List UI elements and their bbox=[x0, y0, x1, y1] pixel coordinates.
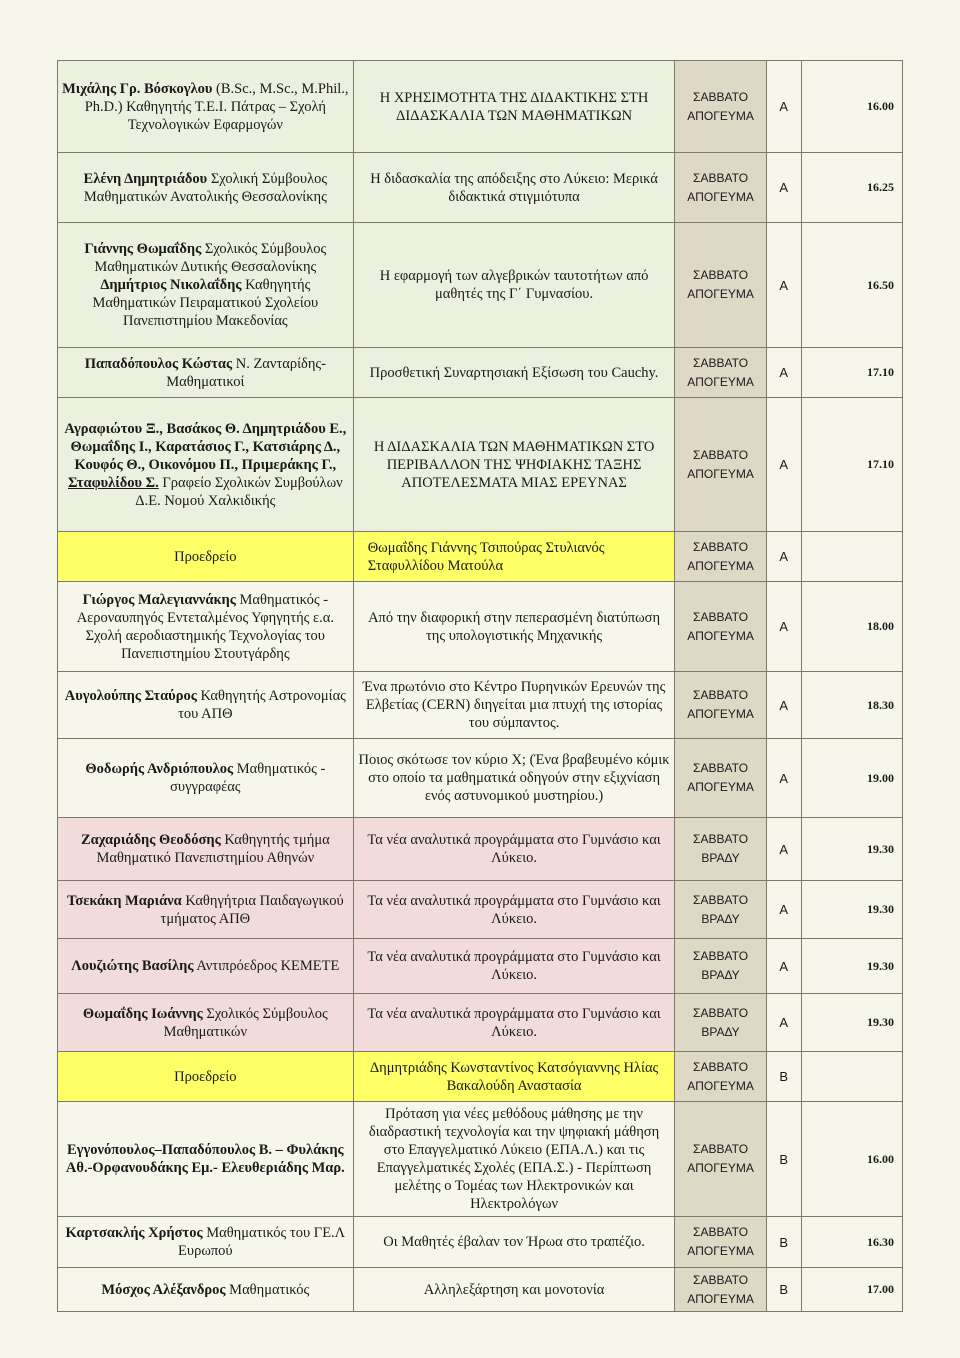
day-cell bbox=[675, 223, 766, 348]
period-label: ΑΠΟΓΕΥΜΑ bbox=[687, 374, 754, 389]
day-cell bbox=[675, 1268, 766, 1312]
talk-title: Η διδασκαλία της απόδειξης στο Λύκειο: Μερικά διδακτικά στιγμιότυπα bbox=[353, 153, 675, 223]
presenter-text: Τσεκάκη Μαριάνα bbox=[66, 892, 182, 909]
presenter-text: Γραφείο Σχολικών Συμβούλων Δ.Ε. Νομού Χαλκιδικής bbox=[135, 474, 343, 509]
presenter-text: Θοδωρής Ανδριόπουλος bbox=[85, 761, 234, 777]
period-label: ΑΠΟΓΕΥΜΑ bbox=[687, 287, 754, 301]
presenter-text: Ν. Ζανταρίδης- Μαθηματικοί bbox=[166, 355, 326, 390]
table-row bbox=[58, 582, 903, 672]
presenter-cell bbox=[58, 348, 354, 398]
presenter-cell bbox=[58, 994, 354, 1052]
table-row bbox=[58, 1268, 903, 1312]
day-cell bbox=[675, 61, 766, 153]
day-label: ΣΑΒΒΑΤΟ bbox=[693, 1059, 749, 1074]
presenter-cell bbox=[58, 739, 354, 818]
table-row bbox=[58, 223, 903, 348]
room-cell: Α bbox=[766, 939, 801, 994]
period-label: ΑΠΟΓΕΥΜΑ bbox=[687, 558, 754, 573]
talk-title: Τα νέα αναλυτικά προγράμματα στο Γυμνάσιο και Λύκειο. bbox=[353, 881, 675, 939]
time-cell: 19.30 bbox=[801, 939, 902, 994]
presenter-text: Καθηγητής Αστρονομίας του ΑΠΘ bbox=[178, 688, 346, 722]
time-cell: 16.50 bbox=[801, 223, 902, 348]
day-cell bbox=[675, 532, 766, 582]
talk-title: Τα νέα αναλυτικά προγράμματα στο Γυμνάσιο και Λύκειο. bbox=[353, 994, 675, 1052]
time-cell: 19.30 bbox=[801, 994, 902, 1052]
presenter-text: Σταφυλίδου Σ. bbox=[68, 474, 159, 491]
day-label: ΣΑΒΒΑΤΟ bbox=[693, 892, 749, 907]
room-cell: Α bbox=[766, 739, 801, 818]
talk-title: Οι Μαθητές έβαλαν τον Ήρωα στο τραπέζιο. bbox=[353, 1217, 675, 1268]
talk-title: Η εφαρμογή των αλγεβρικών ταυτοτήτων από μαθητές της Γ΄ Γυμνασίου. bbox=[353, 223, 675, 348]
period-label: ΒΡΑΔΥ bbox=[701, 851, 740, 865]
table-row bbox=[58, 153, 903, 223]
day-label: ΣΑΒΒΑΤΟ bbox=[693, 268, 749, 282]
day-cell bbox=[675, 1052, 766, 1102]
day-label: ΣΑΒΒΑΤΟ bbox=[693, 832, 749, 846]
presenter-text: Λουζιώτης Βασίλης bbox=[71, 958, 194, 974]
day-label: ΣΑΒΒΑΤΟ bbox=[693, 539, 749, 554]
talk-title: Αλληλεξάρτηση και μονοτονία bbox=[353, 1268, 675, 1312]
presenter-cell bbox=[58, 818, 354, 881]
presenter-text: Μαθηματικός του ΓΕ.Λ Ευρωπού bbox=[178, 1225, 346, 1259]
day-label: ΣΑΒΒΑΤΟ bbox=[693, 447, 749, 462]
presenter-text: Προεδρείο bbox=[174, 1068, 237, 1085]
time-cell: 18.30 bbox=[801, 672, 902, 739]
presenter-text: Καθηγητής Μαθηματικών Πειραματικού Σχολείου Πανεπιστημίου Μακεδονίας bbox=[92, 277, 319, 329]
presenter-text: Σχολικός Σύμβουλος Μαθηματικών bbox=[163, 1005, 328, 1040]
presenter-cell bbox=[58, 939, 354, 994]
presenter-text: Αυγολούπης Σταύρος bbox=[64, 688, 197, 704]
day-cell bbox=[675, 672, 766, 739]
period-label: ΑΠΟΓΕΥΜΑ bbox=[687, 1244, 754, 1258]
table-row bbox=[58, 532, 903, 582]
time-cell: 16.25 bbox=[801, 153, 902, 223]
presenter-text: Ελένη Δημητριάδου bbox=[83, 170, 208, 187]
day-label: ΣΑΒΒΑΤΟ bbox=[693, 949, 749, 963]
presenter-text: Σχολική Σύμβουλος Μαθηματικών Ανατολικής Θεσσαλονίκης bbox=[83, 170, 328, 205]
presenter-text: (B.Sc., M.Sc., M.Phil., Ph.D.) Καθηγητής Τ.Ε.Ι. Πάτρας – Σχολή Τεχνολογικών Εφαρμογών bbox=[84, 80, 349, 133]
table-row bbox=[58, 398, 903, 532]
day-cell bbox=[675, 881, 766, 939]
period-label: ΒΡΑΔΥ bbox=[701, 911, 740, 926]
presenter-text: Γιώργος Μαλεγιαννάκης bbox=[82, 591, 236, 608]
presenter-text: Μιχάλης Γρ. Βόσκογλου bbox=[62, 80, 213, 97]
presenter-text: Δημήτριος Νικολαΐδης bbox=[100, 277, 242, 293]
talk-title: Θωμαΐδης Γιάννης Τσιπούρας Στυλιανός Σταφυλλίδου Ματούλα bbox=[353, 532, 675, 582]
room-cell: Β bbox=[766, 1268, 801, 1312]
presenter-text: Μόσχος Αλέξανδρος bbox=[101, 1281, 226, 1298]
talk-title: Δημητριάδης Κωνσταντίνος Κατσόγιαννης Ηλίας Βακαλούδη Αναστασία bbox=[353, 1052, 675, 1102]
day-cell bbox=[675, 1102, 766, 1217]
presenter-cell bbox=[58, 582, 354, 672]
table-row bbox=[58, 672, 903, 739]
presenter-cell bbox=[58, 532, 354, 582]
table-row bbox=[58, 348, 903, 398]
presenter-text: Καθηγήτρια Παιδαγωγικού τμήματος ΑΠΘ bbox=[160, 892, 344, 927]
presenter-text: Εγγονόπουλος–Παπαδόπουλος Β. – Φυλάκης Αθ.-Ορφανουδάκης Εμ.- Ελευθεριάδης Μαρ. bbox=[65, 1142, 345, 1176]
day-label: ΣΑΒΒΑΤΟ bbox=[693, 1272, 749, 1287]
presenter-text: Καρτσακλής Χρήστος bbox=[65, 1225, 203, 1241]
presenter-text: Καθηγητής τμήμα Μαθηματικό Πανεπιστημίου Αθηνών bbox=[96, 832, 330, 866]
period-label: ΑΠΟΓΕΥΜΑ bbox=[687, 1078, 754, 1093]
talk-title: Τα νέα αναλυτικά προγράμματα στο Γυμνάσιο και Λύκειο. bbox=[353, 818, 675, 881]
talk-title: Πρόταση για νέες μεθόδους μάθησης με την διαδραστική τεχνολογία και την ψηφιακή μάθηση στο Επαγγελματικό Λύκειο (ΕΠΑ.Λ.) και τις Επαγγελματικές Σχολές (ΕΠΑ.Σ.) - Περίπτωση μελέτης ο Τομέας των Ηλεκτρονικών και Ηλεκτρολόγων bbox=[353, 1102, 675, 1217]
presenter-text: Παπαδόπουλος Κώστας bbox=[84, 355, 233, 372]
room-cell: Α bbox=[766, 348, 801, 398]
table-row bbox=[58, 939, 903, 994]
day-label: ΣΑΒΒΑΤΟ bbox=[693, 170, 749, 185]
period-label: ΒΡΑΔΥ bbox=[701, 1024, 740, 1039]
room-cell: Α bbox=[766, 818, 801, 881]
time-cell: 16.30 bbox=[801, 1217, 902, 1268]
period-label: ΑΠΟΓΕΥΜΑ bbox=[687, 1291, 754, 1306]
day-cell bbox=[675, 994, 766, 1052]
period-label: ΑΠΟΓΕΥΜΑ bbox=[687, 466, 754, 481]
day-label: ΣΑΒΒΑΤΟ bbox=[693, 1005, 749, 1020]
period-label: ΑΠΟΓΕΥΜΑ bbox=[687, 707, 754, 721]
presenter-cell bbox=[58, 672, 354, 739]
presenter-text: Αντιπρόεδρος ΚΕΜΕΤΕ bbox=[193, 958, 340, 974]
table-row bbox=[58, 994, 903, 1052]
presenter-cell bbox=[58, 1102, 354, 1217]
day-cell bbox=[675, 348, 766, 398]
day-label: ΣΑΒΒΑΤΟ bbox=[693, 688, 749, 702]
presenter-cell bbox=[58, 398, 354, 532]
presenter-text: Μαθηματικός - συγγραφέας bbox=[170, 761, 326, 795]
table-row bbox=[58, 881, 903, 939]
day-label: ΣΑΒΒΑΤΟ bbox=[693, 1142, 749, 1156]
day-cell bbox=[675, 582, 766, 672]
day-cell bbox=[675, 1217, 766, 1268]
room-cell: Β bbox=[766, 1052, 801, 1102]
room-cell: Α bbox=[766, 398, 801, 532]
presenter-text: Μαθηματικός bbox=[225, 1281, 310, 1298]
day-cell bbox=[675, 153, 766, 223]
room-cell: Α bbox=[766, 881, 801, 939]
talk-title: Προσθετική Συναρτησιακή Εξίσωση του Cauchy. bbox=[353, 348, 675, 398]
talk-title: Ένα πρωτόνιο στο Κέντρο Πυρηνικών Ερευνών της Ελβετίας (CERN) διηγείται μια πτυχή της ιστορίας του σύμπαντος. bbox=[353, 672, 675, 739]
period-label: ΑΠΟΓΕΥΜΑ bbox=[687, 780, 754, 794]
period-label: ΑΠΟΓΕΥΜΑ bbox=[687, 628, 754, 643]
period-label: ΒΡΑΔΥ bbox=[701, 968, 740, 982]
time-cell: 16.00 bbox=[801, 61, 902, 153]
period-label: ΑΠΟΓΕΥΜΑ bbox=[687, 1161, 754, 1175]
time-cell: 17.10 bbox=[801, 348, 902, 398]
talk-title: Ποιος σκότωσε τον κύριο Χ; (Ένα βραβευμένο κόμικ στο οποίο τα μαθηματικά οδηγούν στην εξιχνίαση ενός αστυνομικού μυστηρίου.) bbox=[353, 739, 675, 818]
room-cell: Α bbox=[766, 994, 801, 1052]
room-cell: Α bbox=[766, 582, 801, 672]
time-cell: 17.10 bbox=[801, 398, 902, 532]
room-cell: Α bbox=[766, 61, 801, 153]
table-row bbox=[58, 61, 903, 153]
room-cell: Β bbox=[766, 1102, 801, 1217]
presenter-cell bbox=[58, 881, 354, 939]
period-label: ΑΠΟΓΕΥΜΑ bbox=[687, 108, 754, 123]
presenter-cell bbox=[58, 153, 354, 223]
presenter-cell bbox=[58, 1217, 354, 1268]
room-cell: Α bbox=[766, 532, 801, 582]
day-label: ΣΑΒΒΑΤΟ bbox=[693, 1225, 749, 1239]
day-cell bbox=[675, 398, 766, 532]
presenter-text: Ζαχαριάδης Θεοδόσης bbox=[80, 832, 221, 848]
talk-title: Τα νέα αναλυτικά προγράμματα στο Γυμνάσιο και Λύκειο. bbox=[353, 939, 675, 994]
room-cell: Α bbox=[766, 153, 801, 223]
table-row bbox=[58, 1102, 903, 1217]
presenter-text: Προεδρείο bbox=[174, 548, 237, 565]
talk-title: Η ΧΡΗΣΙΜΟΤΗΤΑ ΤΗΣ ΔΙΔΑΚΤΙΚΗΣ ΣΤΗ ΔΙΔΑΣΚΑΛΙΑ ΤΩΝ ΜΑΘΗΜΑΤΙΚΩΝ bbox=[353, 61, 675, 153]
room-cell: Β bbox=[766, 1217, 801, 1268]
day-label: ΣΑΒΒΑΤΟ bbox=[693, 761, 749, 775]
talk-title: Από την διαφορική στην πεπερασμένη διατύπωση της υπολογιστικής Μηχανικής bbox=[353, 582, 675, 672]
day-cell bbox=[675, 818, 766, 881]
table-row bbox=[58, 1052, 903, 1102]
presenter-cell bbox=[58, 61, 354, 153]
presenter-text: Αγραφιώτου Ξ., Βασάκος Θ. Δημητριάδου Ε., Θωμαΐδης Ι., Καρατάσιος Γ., Κατσιάρης Δ., Κουφός Θ., Οικονόμου Π., Πριμεράκης Γ., bbox=[64, 420, 347, 473]
presenter-cell bbox=[58, 1052, 354, 1102]
time-cell: 16.00 bbox=[801, 1102, 902, 1217]
table-row bbox=[58, 739, 903, 818]
presenter-text: Σχολικός Σύμβουλος Μαθηματικών Δυτικής Θεσσαλονίκης bbox=[94, 241, 327, 275]
time-cell: 19.30 bbox=[801, 881, 902, 939]
table-row bbox=[58, 818, 903, 881]
room-cell: Α bbox=[766, 223, 801, 348]
presenter-text: Μαθηματικός - Αεροναυπηγός Εντεταλμένος Υφηγητής ε.α. Σχολή αεροδιαστημικής Τεχνολογίας του Πανεπιστημίου Στουτγάρδης bbox=[76, 591, 334, 662]
day-label: ΣΑΒΒΑΤΟ bbox=[693, 609, 749, 624]
time-cell: 18.00 bbox=[801, 582, 902, 672]
time-cell: 19.00 bbox=[801, 739, 902, 818]
day-cell bbox=[675, 939, 766, 994]
presenter-cell bbox=[58, 223, 354, 348]
time-cell: 17.00 bbox=[801, 1268, 902, 1312]
time-cell bbox=[801, 1052, 902, 1102]
table-row bbox=[58, 1217, 903, 1268]
presenter-cell bbox=[58, 1268, 354, 1312]
time-cell bbox=[801, 532, 902, 582]
talk-title: Η ΔΙΔΑΣΚΑΛΙΑ ΤΩΝ ΜΑΘΗΜΑΤΙΚΩΝ ΣΤΟ ΠΕΡΙΒΑΛΛΟΝ ΤΗΣ ΨΗΦΙΑΚΗΣ ΤΑΞΗΣ ΑΠΟΤΕΛΕΣΜΑΤΑ ΜΙΑΣ ΕΡΕΥΝΑΣ bbox=[353, 398, 675, 532]
day-label: ΣΑΒΒΑΤΟ bbox=[693, 89, 749, 104]
day-label: ΣΑΒΒΑΤΟ bbox=[693, 355, 749, 370]
presenter-text: Θωμαΐδης Ιωάννης bbox=[82, 1005, 203, 1022]
presenter-text: Γιάννης Θωμαΐδης bbox=[84, 241, 202, 257]
time-cell: 19.30 bbox=[801, 818, 902, 881]
day-cell bbox=[675, 739, 766, 818]
room-cell: Α bbox=[766, 672, 801, 739]
period-label: ΑΠΟΓΕΥΜΑ bbox=[687, 189, 754, 204]
schedule-table bbox=[57, 60, 903, 1312]
